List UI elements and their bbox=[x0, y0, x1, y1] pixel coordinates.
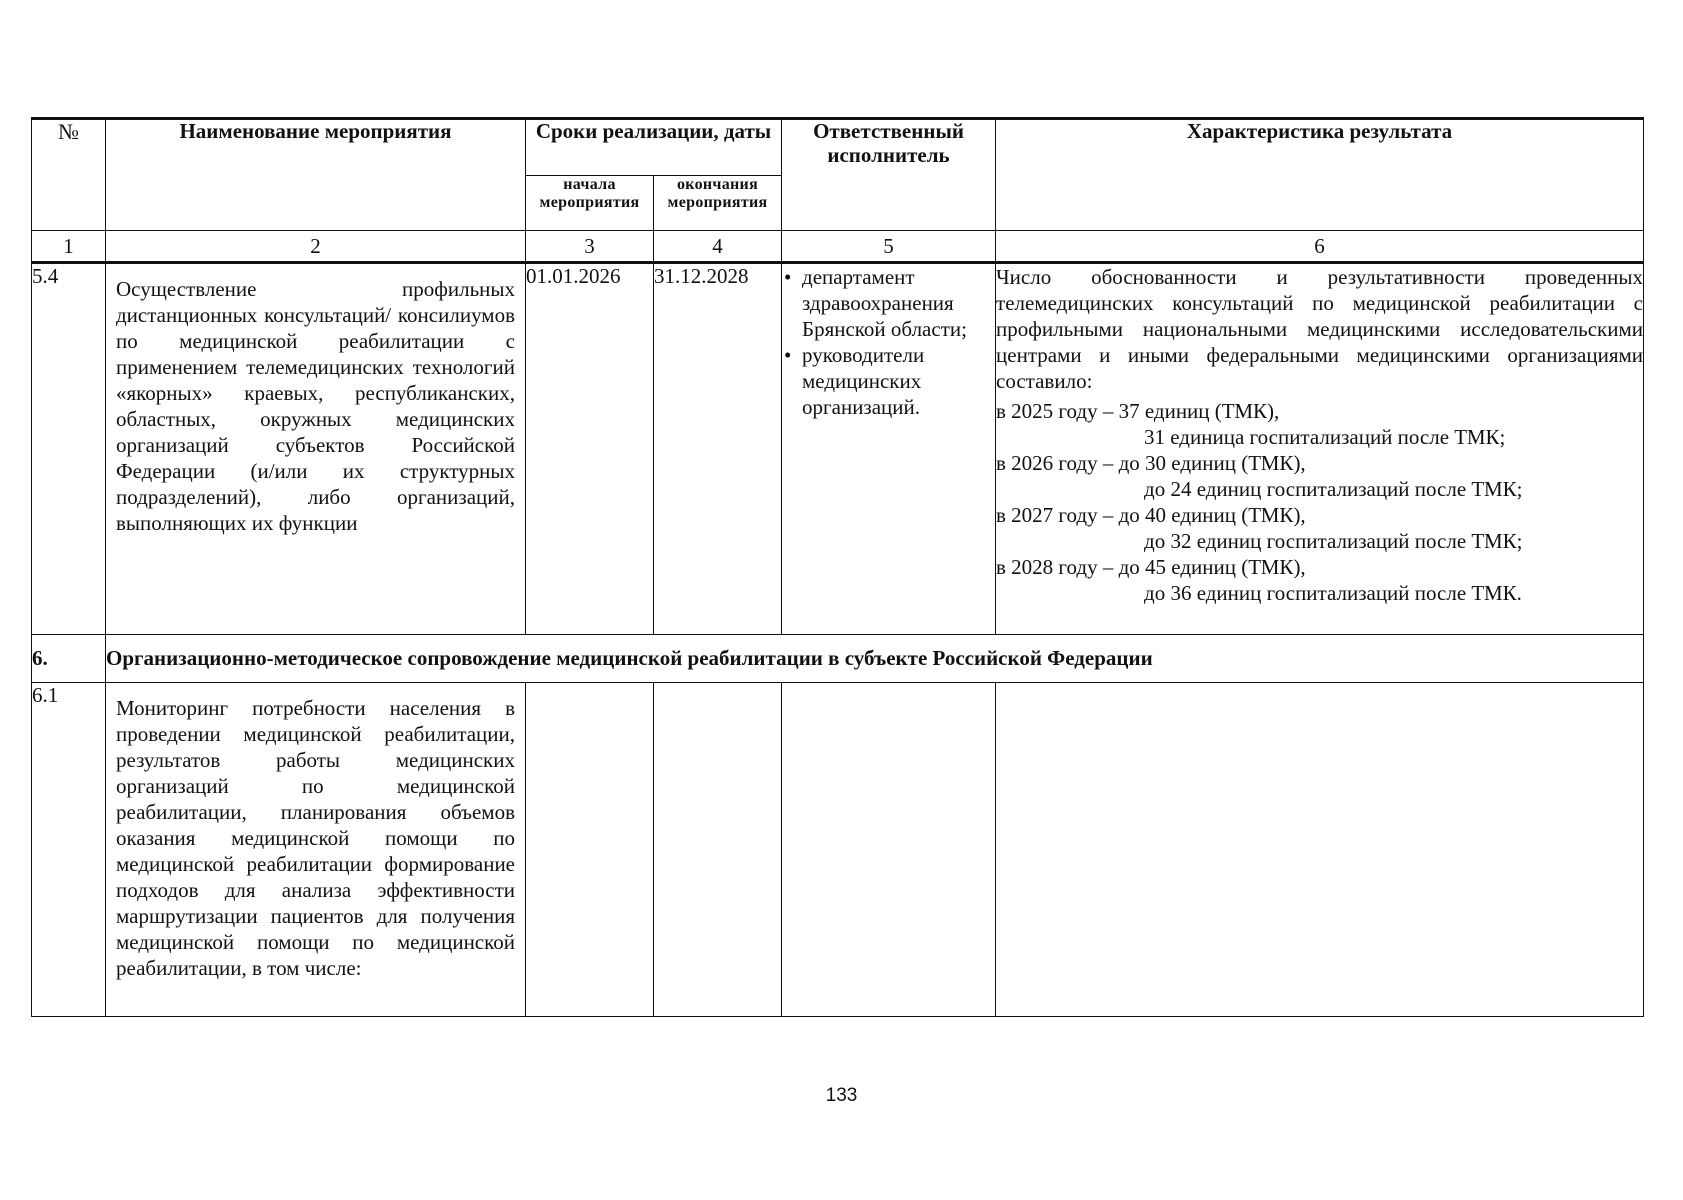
result-intro: Число обоснованности и результативности проведенных телемедицинских консультаций по медицинской реабилитации с профильными национальными медицинскими исследовательскими центрами и иными федеральными медицинскими организациями составило: bbox=[996, 265, 1644, 393]
measures-table bbox=[31, 117, 1644, 1017]
colnum-6: 6 bbox=[996, 231, 1644, 263]
header-terms: Сроки реализации, даты bbox=[526, 119, 782, 176]
result-year-line: в 2025 году – 37 единиц (ТМК), bbox=[996, 399, 1280, 423]
colnum-3: 3 bbox=[526, 231, 654, 263]
bullet-icon: • bbox=[784, 343, 792, 367]
row-number: 6.1 bbox=[32, 683, 106, 1017]
measure-name: Мониторинг потребности населения в проведении медицинской реабилитации, результатов работы медицинских организаций по медицинской реабилитации, планирования объемов оказания медицинской помощи по медицинской реабилитации формирование подходов для анализа эффективности маршрутизации пациентов для получения медицинской помощи по медицинской реабилитации, в том числе: bbox=[116, 696, 515, 980]
page-number: 133 bbox=[825, 1085, 858, 1106]
start-date: 01.01.2026 bbox=[526, 263, 654, 635]
header-result: Характеристика результата bbox=[996, 119, 1644, 231]
responsible-item bbox=[782, 264, 995, 342]
end-date bbox=[654, 683, 782, 1017]
measure-name-cell bbox=[106, 263, 526, 635]
column-numbers-row bbox=[32, 231, 1644, 263]
header-responsible: Ответственный исполнитель bbox=[782, 119, 996, 231]
header-row bbox=[32, 119, 1644, 176]
measure-name-cell bbox=[106, 683, 526, 1017]
header-num: № bbox=[32, 119, 106, 231]
header-start: начала мероприятия bbox=[526, 175, 654, 231]
responsible-list bbox=[782, 264, 995, 420]
row-number: 5.4 bbox=[32, 263, 106, 635]
result-cell bbox=[996, 263, 1644, 635]
result-hosp-line: 31 единица госпитализаций после ТМК; bbox=[1144, 425, 1506, 449]
result-year-line: в 2026 году – до 30 единиц (ТМК), bbox=[996, 451, 1306, 475]
result-year-block bbox=[996, 398, 1643, 606]
section-title: Организационно-методическое сопровождение медицинской реабилитации в субъекте Российской Федерации bbox=[106, 635, 1644, 683]
result-cell bbox=[996, 683, 1644, 1017]
header-end: окончания мероприятия bbox=[654, 175, 782, 231]
table-row-5-4 bbox=[32, 263, 1644, 635]
responsible-item bbox=[782, 342, 995, 420]
section-row-6 bbox=[32, 635, 1644, 683]
colnum-1: 1 bbox=[32, 231, 106, 263]
colnum-5: 5 bbox=[782, 231, 996, 263]
result-hosp-line: до 32 единиц госпитализаций после ТМК; bbox=[1144, 529, 1523, 553]
result-year-line: в 2028 году – до 45 единиц (ТМК), bbox=[996, 555, 1306, 579]
responsible-cell bbox=[782, 263, 996, 635]
responsible-cell bbox=[782, 683, 996, 1017]
header-name: Наименование мероприятия bbox=[106, 119, 526, 231]
start-date bbox=[526, 683, 654, 1017]
result-hosp-line: до 36 единиц госпитализаций после ТМК. bbox=[1144, 581, 1522, 605]
measure-name: Осуществление профильных дистанционных консультаций/ консилиумов по медицинской реабилитации с применением телемедицинских технологий «якорных» краевых, республиканских, областных, окружных медицинских организаций субъектов Российской Федерации (и/или их структурных подразделений), либо организаций, выполняющих их функции bbox=[116, 277, 515, 535]
responsible-text: департамент здравоохранения Брянской области; bbox=[802, 265, 967, 341]
table-row-6-1 bbox=[32, 683, 1644, 1017]
bullet-icon: • bbox=[784, 265, 792, 289]
colnum-2: 2 bbox=[106, 231, 526, 263]
responsible-text: руководители медицинских организаций. bbox=[802, 343, 925, 419]
result-year-line: в 2027 году – до 40 единиц (ТМК), bbox=[996, 503, 1306, 527]
result-hosp-line: до 24 единиц госпитализаций после ТМК; bbox=[1144, 477, 1523, 501]
end-date: 31.12.2028 bbox=[654, 263, 782, 635]
section-number: 6. bbox=[32, 635, 106, 683]
colnum-4: 4 bbox=[654, 231, 782, 263]
